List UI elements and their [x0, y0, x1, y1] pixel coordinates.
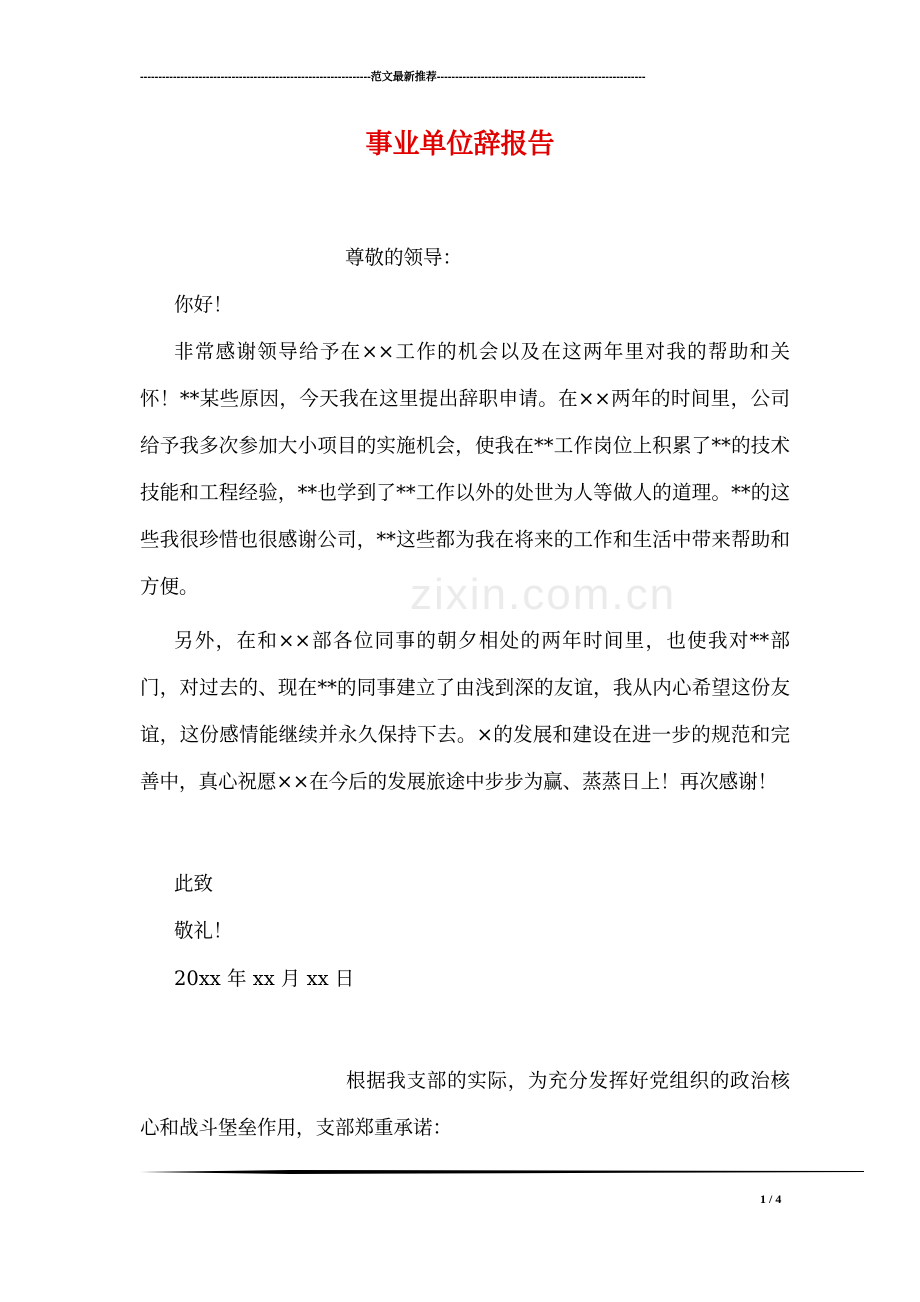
closing-line-2: 敬礼！ — [174, 919, 233, 942]
watermark: zixin.com.cn — [410, 570, 677, 619]
body-paragraph-1: 非常感谢领导给予在××工作的机会以及在这两年里对我的帮助和关怀！**某些原因，今天我在这里提出辞职申请。在××两年的时间里，公司给予我多次参加大小项目的实施机会，使我在**工作岗位上积累了**的技术技能和工程经验，**也学到了**工作以外的处世为人等做人的道理。**的这些我很珍惜也很感谢公司，**这些都为我在将来的工作和生活中带来帮助和方便。 — [140, 340, 790, 598]
footer-divider — [140, 1169, 864, 1175]
document-date: 20xx 年 xx 月 xx 日 — [174, 967, 355, 990]
document-title: 事业单位辞报告 — [365, 129, 555, 160]
closing-line-1: 此致 — [174, 872, 214, 895]
extra-paragraph: 根据我支部的实际，为充分发挥好党组织的政治核心和战斗堡垒作用，支部郑重承诺： — [140, 1069, 790, 1139]
header-banner: ---------------------------------------------------------------范文最新推荐--------------------------------------------------------- — [140, 71, 646, 83]
page-number: 1 / 4 — [760, 1192, 782, 1206]
body-paragraph-2: 另外，在和××部各位同事的朝夕相处的两年时间里，也使我对**部门，对过去的、现在**的同事建立了由浅到深的友谊，我从内心希望这份友谊，这份感情能继续并永久保持下去。×的发展和建设在进一步的规范和完善中，真心祝愿××在今后的发展旅途中步步为赢、蒸蒸日上！再次感谢！ — [140, 629, 790, 793]
salutation: 尊敬的领导： — [345, 246, 463, 269]
greeting: 你好！ — [174, 293, 233, 316]
